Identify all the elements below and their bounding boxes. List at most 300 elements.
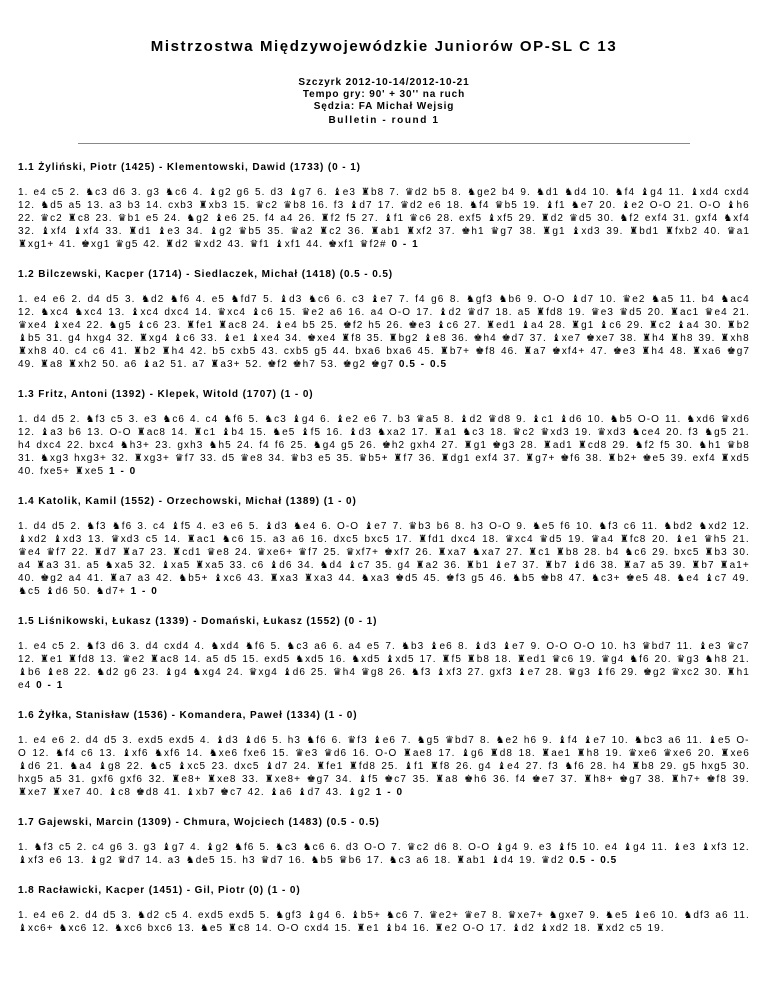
king-icon: ♚	[560, 453, 571, 464]
bishop-icon: ♝	[222, 333, 233, 344]
rook-icon: ♜	[348, 761, 359, 772]
knight-icon: ♞	[230, 294, 241, 305]
bishop-icon: ♝	[97, 761, 108, 772]
knight-icon: ♞	[85, 187, 96, 198]
queen-icon: ♛	[40, 213, 51, 224]
queen-icon: ♛	[332, 667, 343, 678]
rook-icon: ♜	[577, 440, 588, 451]
game-title: 1.8 Racławicki, Kacper (1451) - Gil, Piotr (0) (1 - 0)	[18, 885, 301, 896]
rook-icon: ♜	[670, 333, 681, 344]
rook-icon: ♜	[402, 748, 413, 759]
bishop-icon: ♝	[274, 320, 285, 331]
game-result: 0 - 1	[391, 239, 419, 250]
knight-icon: ♞	[388, 855, 399, 866]
king-icon: ♚	[473, 333, 484, 344]
bishop-icon: ♝	[672, 842, 683, 853]
knight-icon: ♞	[40, 200, 51, 211]
game-record	[18, 885, 750, 935]
knight-icon: ♞	[723, 213, 734, 224]
knight-icon: ♞	[535, 187, 546, 198]
game-result: 0.5 - 0.5	[569, 855, 618, 866]
bishop-icon: ♝	[640, 187, 651, 198]
king-icon: ♚	[492, 440, 503, 451]
game-title: 1.5 Liśnikowski, Łukasz (1339) - Domański, Łukasz (1552) (0 - 1)	[18, 616, 378, 627]
knight-icon: ♞	[114, 923, 125, 934]
rook-icon: ♜	[544, 560, 555, 571]
bishop-icon: ♝	[45, 586, 56, 597]
games-list	[0, 144, 768, 935]
bishop-icon: ♝	[364, 521, 375, 532]
queen-icon: ♛	[494, 200, 505, 211]
king-icon: ♚	[81, 239, 92, 250]
rook-icon: ♜	[642, 333, 653, 344]
rook-icon: ♜	[720, 333, 731, 344]
knight-icon: ♞	[85, 641, 96, 652]
game-title: 1.1 Żyliński, Piotr (1425) - Klementowski, Dawid (1733) (0 - 1)	[18, 162, 361, 173]
rook-icon: ♜	[523, 346, 534, 357]
bishop-icon: ♝	[121, 748, 132, 759]
rook-icon: ♜	[434, 923, 445, 934]
rook-icon: ♜	[631, 761, 642, 772]
queen-icon: ♛	[260, 855, 271, 866]
king-icon: ♚	[475, 346, 486, 357]
knight-icon: ♞	[33, 842, 44, 853]
rook-icon: ♜	[720, 453, 731, 464]
bishop-icon: ♝	[358, 774, 369, 785]
queen-icon: ♛	[110, 534, 121, 545]
rook-icon: ♜	[648, 320, 659, 331]
knight-icon: ♞	[319, 560, 330, 571]
knight-icon: ♞	[590, 573, 601, 584]
queen-icon: ♛	[569, 213, 580, 224]
rook-icon: ♜	[136, 427, 147, 438]
rook-icon: ♜	[542, 226, 553, 237]
king-icon: ♚	[619, 774, 630, 785]
rook-icon: ♜	[195, 560, 206, 571]
knight-icon: ♞	[221, 534, 232, 545]
rook-icon: ♜	[269, 573, 280, 584]
queen-icon: ♛	[703, 534, 714, 545]
bishop-icon: ♝	[423, 333, 434, 344]
game-record	[18, 616, 750, 692]
knight-icon: ♞	[292, 521, 303, 532]
game-result: 1 - 0	[130, 586, 158, 597]
bishop-icon: ♝	[583, 735, 594, 746]
bishop-icon: ♝	[164, 667, 175, 678]
rook-icon: ♜	[150, 654, 161, 665]
knight-icon: ♞	[58, 923, 69, 934]
knight-icon: ♞	[385, 910, 396, 921]
bishop-icon: ♝	[221, 427, 232, 438]
rook-icon: ♜	[186, 320, 197, 331]
knight-icon: ♞	[360, 573, 371, 584]
rook-icon: ♜	[465, 560, 476, 571]
game-moves: 1. ♞f3 c5 2. c4 g6 3. g3 ♝g7 4. ♝g2 ♞f6 5. ♞c3 ♞c6 6. d3 O-O 7. ♛c2 d6 8. O-O ♝g4 9. e3 ♝f5 10. e4 ♝g4 11. ♝e3 ♝xf3 12. ♝xf3 e6 13. ♝g2 ♛d7 14. a3 ♞de5 15. h3 ♛d7 16. ♞b5 ♛b6 17. ♞c3 a6 18. ♜ab1 ♝d4 19. ♛d2 0.5 - 0.5	[18, 842, 750, 866]
bishop-icon: ♝	[347, 787, 358, 798]
queen-icon: ♛	[641, 641, 652, 652]
king-icon: ♚	[540, 573, 551, 584]
queen-icon: ♛	[622, 294, 633, 305]
knight-icon: ♞	[467, 187, 478, 198]
queen-icon: ♛	[507, 910, 518, 921]
queen-icon: ♛	[283, 200, 294, 211]
rook-icon: ♜	[463, 440, 474, 451]
queen-icon: ♛	[290, 453, 301, 464]
rook-icon: ♜	[622, 560, 633, 571]
bishop-icon: ♝	[205, 842, 216, 853]
knight-icon: ♞	[704, 654, 715, 665]
rook-icon: ♜	[304, 573, 315, 584]
rook-icon: ♜	[641, 346, 652, 357]
bishop-icon: ♝	[473, 641, 484, 652]
rook-icon: ♜	[595, 923, 606, 934]
knight-icon: ♞	[223, 414, 234, 425]
knight-icon: ♞	[468, 200, 479, 211]
rook-icon: ♜	[68, 654, 79, 665]
queen-icon: ♛	[360, 667, 371, 678]
rook-icon: ♜	[67, 213, 78, 224]
bishop-icon: ♝	[494, 560, 505, 571]
rook-icon: ♜	[525, 453, 536, 464]
queen-icon: ♛	[323, 748, 334, 759]
knight-icon: ♞	[286, 641, 297, 652]
knight-icon: ♞	[295, 654, 306, 665]
knight-icon: ♞	[274, 842, 285, 853]
bishop-icon: ♝	[495, 842, 506, 853]
queen-icon: ♛	[671, 667, 682, 678]
rook-icon: ♜	[133, 346, 144, 357]
knight-icon: ♞	[683, 910, 694, 921]
rook-icon: ♜	[528, 547, 539, 558]
king-icon: ♚	[642, 453, 653, 464]
knight-icon: ♞	[186, 213, 197, 224]
queen-icon: ♛	[539, 534, 550, 545]
king-icon: ♚	[395, 573, 406, 584]
bishop-icon: ♝	[633, 910, 644, 921]
game-title: 1.4 Katolik, Kamil (1552) - Orzechowski, Michał (1389) (1 - 0)	[18, 496, 357, 507]
bishop-icon: ♝	[539, 923, 550, 934]
knight-icon: ♞	[96, 667, 107, 678]
knight-icon: ♞	[609, 414, 620, 425]
rook-icon: ♜	[341, 333, 352, 344]
rook-icon: ♜	[356, 923, 367, 934]
knight-icon: ♞	[604, 910, 615, 921]
queen-icon: ♛	[206, 547, 217, 558]
knight-icon: ♞	[162, 414, 173, 425]
bishop-icon: ♝	[161, 842, 172, 853]
bishop-icon: ♝	[726, 200, 737, 211]
king-icon: ♚	[342, 359, 353, 370]
knight-icon: ♞	[307, 294, 318, 305]
rook-icon: ♜	[121, 547, 132, 558]
knight-icon: ♞	[631, 427, 642, 438]
queen-icon: ♛	[409, 213, 420, 224]
game-title: 1.3 Fritz, Antoni (1392) - Klepek, Witold (1707) (1 - 0)	[18, 389, 314, 400]
queen-icon: ♛	[551, 654, 562, 665]
queen-icon: ♛	[117, 855, 128, 866]
king-icon: ♚	[267, 359, 278, 370]
knight-icon: ♞	[312, 440, 323, 451]
king-icon: ♚	[445, 573, 456, 584]
knight-icon: ♞	[633, 735, 644, 746]
king-icon: ♚	[40, 573, 51, 584]
game-result: 1 - 0	[375, 787, 404, 798]
knight-icon: ♞	[136, 910, 147, 921]
bishop-icon: ♝	[269, 560, 280, 571]
knight-icon: ♞	[377, 427, 388, 438]
queen-icon: ♛	[445, 735, 456, 746]
knight-icon: ♞	[462, 427, 473, 438]
queen-icon: ♛	[590, 307, 601, 318]
bishop-icon: ♝	[18, 667, 29, 678]
queen-icon: ♛	[193, 239, 204, 250]
bishop-icon: ♝	[18, 534, 29, 545]
queen-icon: ♛	[46, 547, 57, 558]
knight-icon: ♞	[624, 547, 635, 558]
rook-icon: ♜	[18, 346, 29, 357]
time-control: Tempo gry: 90' + 30'' na ruch	[302, 89, 466, 100]
queen-icon: ♛	[597, 427, 608, 438]
bishop-icon: ♝	[385, 654, 396, 665]
knight-icon: ♞	[564, 761, 575, 772]
game-record	[18, 710, 750, 799]
knight-icon: ♞	[471, 547, 482, 558]
rook-icon: ♜	[439, 346, 450, 357]
rook-icon: ♜	[576, 748, 587, 759]
queen-icon: ♛	[590, 534, 601, 545]
knight-icon: ♞	[416, 735, 427, 746]
bishop-icon: ♝	[403, 761, 414, 772]
queen-icon: ♛	[487, 414, 498, 425]
rook-icon: ♜	[39, 654, 50, 665]
rook-icon: ♜	[692, 346, 703, 357]
rook-icon: ♜	[726, 320, 737, 331]
bishop-icon: ♝	[46, 667, 57, 678]
knight-icon: ♞	[651, 294, 662, 305]
knight-icon: ♞	[619, 213, 630, 224]
queen-icon: ♛	[18, 320, 29, 331]
bishop-icon: ♝	[177, 761, 188, 772]
queen-icon: ♛	[121, 654, 132, 665]
bishop-icon: ♝	[531, 414, 542, 425]
bishop-icon: ♝	[18, 761, 29, 772]
bishop-icon: ♝	[251, 307, 262, 318]
knight-icon: ♞	[410, 667, 421, 678]
knight-icon: ♞	[548, 910, 559, 921]
rook-icon: ♜	[629, 226, 640, 237]
rook-icon: ♜	[172, 547, 183, 558]
king-icon: ♚	[706, 774, 717, 785]
game-title: 1.2 Bilczewski, Kacper (1714) - Siedlaczek, Michał (1418) (0.5 - 0.5)	[18, 269, 394, 280]
knight-icon: ♞	[18, 586, 29, 597]
queen-icon: ♛	[404, 187, 415, 198]
bishop-icon: ♝	[161, 560, 172, 571]
game-result: 0.5 - 0.5	[398, 359, 448, 370]
knight-icon: ♞	[208, 748, 219, 759]
queen-icon: ♛	[255, 200, 266, 211]
bishop-icon: ♝	[108, 787, 119, 798]
knight-icon: ♞	[108, 320, 119, 331]
bishop-icon: ♝	[40, 427, 51, 438]
queen-icon: ♛	[406, 842, 417, 853]
rook-icon: ♜	[719, 560, 730, 571]
bishop-icon: ♝	[307, 910, 318, 921]
bishop-icon: ♝	[595, 667, 606, 678]
knight-icon: ♞	[141, 294, 152, 305]
bishop-icon: ♝	[621, 200, 632, 211]
knight-icon: ♞	[275, 910, 286, 921]
knight-icon: ♞	[104, 560, 115, 571]
bishop-icon: ♝	[487, 213, 498, 224]
king-icon: ♚	[551, 346, 562, 357]
queen-icon: ♛	[240, 453, 251, 464]
king-icon: ♚	[292, 359, 303, 370]
rook-icon: ♜	[669, 307, 680, 318]
bishop-icon: ♝	[436, 667, 447, 678]
bishop-icon: ♝	[497, 761, 508, 772]
rook-icon: ♜	[227, 923, 238, 934]
bishop-icon: ♝	[215, 735, 226, 746]
bishop-icon: ♝	[511, 923, 522, 934]
knight-icon: ♞	[498, 294, 509, 305]
bishop-icon: ♝	[689, 187, 700, 198]
bishop-icon: ♝	[264, 521, 275, 532]
bishop-icon: ♝	[704, 573, 715, 584]
king-icon: ♚	[461, 226, 472, 237]
location-dates: Szczyrk 2012-10-14/2012-10-21	[298, 77, 470, 88]
knight-icon: ♞	[634, 440, 645, 451]
bishop-icon: ♝	[383, 213, 394, 224]
knight-icon: ♞	[55, 748, 66, 759]
rook-icon: ♜	[536, 307, 547, 318]
rook-icon: ♜	[207, 774, 218, 785]
rook-icon: ♜	[607, 453, 618, 464]
rook-icon: ♜	[664, 226, 675, 237]
knight-icon: ♞	[185, 855, 196, 866]
knight-icon: ♞	[233, 842, 244, 853]
tournament-title: Mistrzostwa Międzywojewódzkie Juniorów OP-SL C 13	[150, 38, 618, 55]
rook-icon: ♜	[52, 787, 63, 798]
rook-icon: ♜	[165, 239, 176, 250]
bishop-icon: ♝	[559, 414, 570, 425]
bishop-icon: ♝	[52, 534, 63, 545]
king-icon: ♚	[464, 774, 475, 785]
king-icon: ♚	[531, 774, 542, 785]
bishop-icon: ♝	[332, 187, 343, 198]
bishop-icon: ♝	[502, 641, 513, 652]
queen-icon: ♛	[174, 453, 185, 464]
queen-icon: ♛	[662, 748, 673, 759]
queen-icon: ♛	[18, 547, 29, 558]
bishop-icon: ♝	[213, 573, 224, 584]
knight-icon: ♞	[564, 187, 575, 198]
king-icon: ♚	[135, 787, 146, 798]
bishop-icon: ♝	[265, 761, 276, 772]
rook-icon: ♜	[541, 748, 552, 759]
queen-icon: ♛	[704, 307, 715, 318]
knight-icon: ♞	[614, 187, 625, 198]
bishop-icon: ♝	[274, 239, 285, 250]
queen-icon: ♛	[415, 414, 426, 425]
bishop-icon: ♝	[18, 923, 29, 934]
knight-icon: ♞	[85, 414, 96, 425]
knight-icon: ♞	[119, 440, 130, 451]
rook-icon: ♜	[18, 239, 29, 250]
queen-icon: ♛	[217, 307, 228, 318]
knight-icon: ♞	[111, 521, 122, 532]
king-icon: ♚	[328, 239, 339, 250]
king-icon: ♚	[381, 440, 392, 451]
rook-icon: ♜	[489, 748, 500, 759]
queen-icon: ♛	[504, 534, 515, 545]
king-icon: ♚	[370, 359, 381, 370]
rook-icon: ♜	[109, 573, 120, 584]
rook-icon: ♜	[486, 320, 497, 331]
knight-icon: ♞	[39, 453, 50, 464]
rook-icon: ♜	[720, 748, 731, 759]
queen-icon: ♛	[467, 307, 478, 318]
bishop-icon: ♝	[269, 787, 280, 798]
knight-icon: ♞	[704, 427, 715, 438]
bishop-icon: ♝	[291, 414, 302, 425]
rook-icon: ♜	[133, 453, 144, 464]
bishop-icon: ♝	[436, 320, 447, 331]
bishop-icon: ♝	[370, 294, 381, 305]
rook-icon: ♜	[691, 560, 702, 571]
queen-icon: ♛	[117, 213, 128, 224]
knight-icon: ♞	[40, 307, 51, 318]
bishop-icon: ♝	[18, 333, 29, 344]
knight-icon: ♞	[165, 187, 176, 198]
rook-icon: ♜	[320, 213, 331, 224]
bishop-icon: ♝	[676, 320, 687, 331]
knight-icon: ♞	[629, 654, 640, 665]
rook-icon: ♜	[435, 774, 446, 785]
king-icon: ♚	[384, 774, 395, 785]
game-record	[18, 162, 750, 251]
queen-icon: ♛	[345, 547, 356, 558]
rook-icon: ♜	[316, 761, 327, 772]
bishop-icon: ♝	[208, 187, 219, 198]
bishop-icon: ♝	[429, 641, 440, 652]
rook-icon: ♜	[415, 560, 426, 571]
queen-icon: ♛	[358, 453, 369, 464]
bishop-icon: ♝	[136, 320, 147, 331]
queen-icon: ♛	[628, 748, 639, 759]
bishop-icon: ♝	[40, 226, 51, 237]
rook-icon: ♜	[583, 774, 594, 785]
knight-icon: ♞	[74, 307, 85, 318]
bishop-icon: ♝	[348, 427, 359, 438]
bishop-icon: ♝	[557, 842, 568, 853]
rook-icon: ♜	[93, 547, 104, 558]
knight-icon: ♞	[698, 440, 709, 451]
rook-icon: ♜	[388, 333, 399, 344]
knight-icon: ♞	[686, 414, 697, 425]
queen-icon: ♛	[256, 547, 267, 558]
queen-icon: ♛	[490, 226, 501, 237]
queen-icon: ♛	[399, 200, 410, 211]
bishop-icon: ♝	[572, 560, 583, 571]
queen-icon: ♛	[541, 855, 552, 866]
bishop-icon: ♝	[384, 923, 395, 934]
rook-icon: ♜	[218, 320, 229, 331]
king-icon: ♚	[612, 346, 623, 357]
bishop-icon: ♝	[209, 226, 220, 237]
bishop-icon: ♝	[698, 641, 709, 652]
arbiter: Sędzia: FA Michał Wejsig	[313, 101, 455, 112]
rook-icon: ♜	[36, 560, 47, 571]
